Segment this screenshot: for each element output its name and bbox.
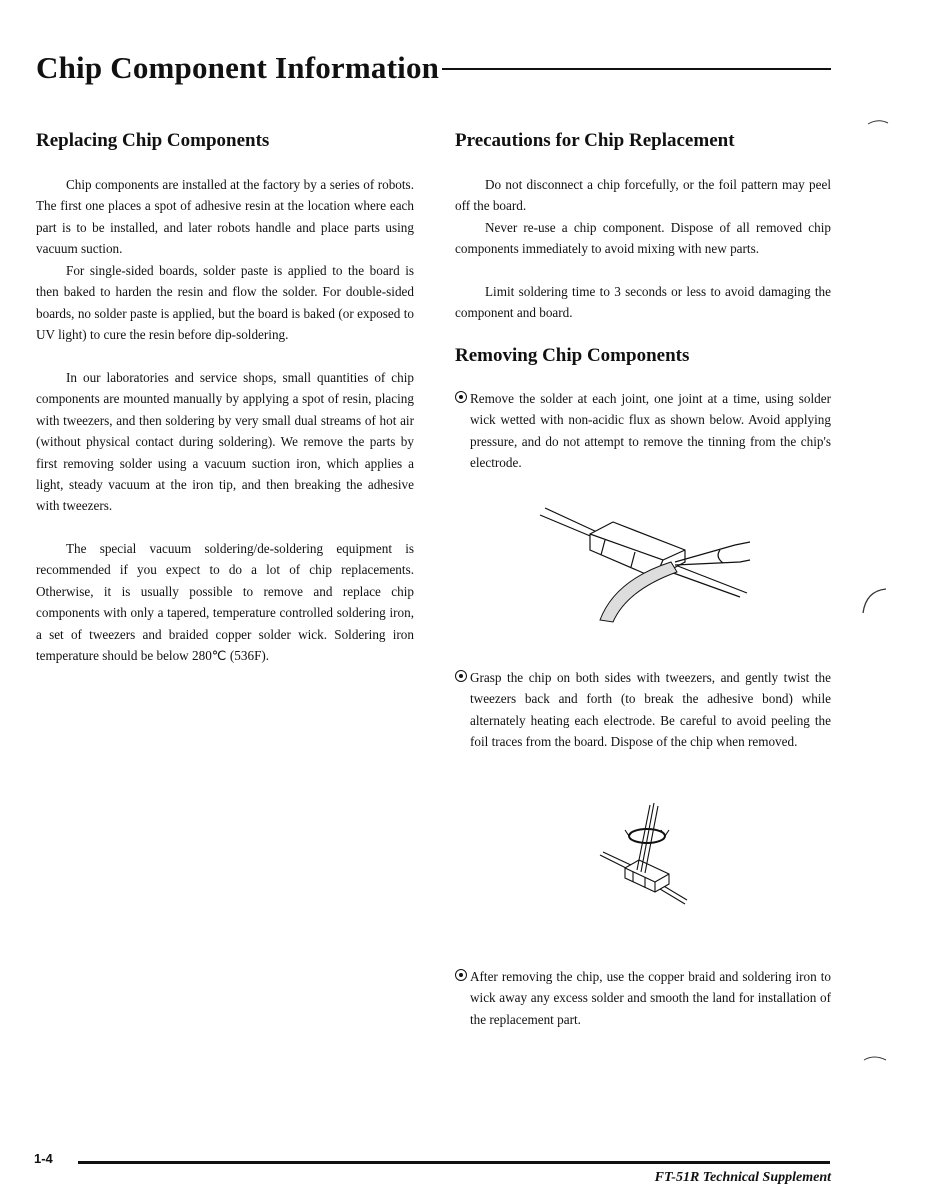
- iron-line: [675, 542, 750, 562]
- step-item: [455, 966, 831, 1030]
- tweezers-twist-illustration: [595, 800, 695, 910]
- paragraph: Do not disconnect a chip forcefully, or the foil pattern may peel off the board.: [455, 177, 831, 214]
- binder-hole-mark: [862, 1050, 888, 1064]
- circled-bullet-icon: [455, 969, 467, 981]
- paragraph: Chip components are installed at the factory by a series of robots. The first one places a spot of adhesive resin at the location where each part is to be installed, and later robots handle and place parts using vacuum suction.: [36, 177, 414, 257]
- step-item: [455, 667, 831, 753]
- page-title: Chip Component Information: [36, 50, 440, 85]
- step-item: [455, 388, 831, 474]
- paragraph: Never re-use a chip component. Dispose of all removed chip components immediately to avoid mixing with new parts.: [455, 220, 831, 257]
- rotation-arrowhead: [625, 830, 633, 836]
- footer-rule: [78, 1161, 830, 1164]
- solder-wick-illustration: [535, 500, 755, 625]
- step-text: Grasp the chip on both sides with tweezers, and gently twist the tweezers back and forth (to break the adhesive bond) while alternately heating each electrode. Be careful to avoid peeling the foil traces from the board. Dispose of the chip when removed.: [470, 670, 831, 750]
- step-text: After removing the chip, use the copper braid and soldering iron to wick away any excess solder and smooth the land for installation of the replacement part.: [470, 969, 831, 1027]
- iron-line: [718, 550, 723, 563]
- step-text: Remove the solder at each joint, one joint at a time, using solder wick wetted with non-acidic flux as shown below. Avoid applying pressure, and do not attempt to remove the tinning from the chip's electrode.: [470, 391, 831, 471]
- binder-hole-mark: [860, 585, 888, 615]
- paragraph: The special vacuum soldering/de-soldering equipment is recommended if you expect to do a lot of chip replacements. Otherwise, it is usually possible to remove and replace chip components with only a tapered, temperature controlled soldering iron, a set of tweezers and braided copper solder wick. Soldering iron temperature should be below 280℃ (536F).: [36, 541, 414, 664]
- circled-bullet-icon: [455, 391, 467, 403]
- page-number: 1-4: [34, 1151, 53, 1166]
- circled-bullet-icon: [455, 670, 467, 682]
- paragraph: For single-sided boards, solder paste is applied to the board is then baked to harden the resin and flow the solder. For double-sided boards, no solder paste is applied, but the board is baked (or exposed to UV light) to cure the resin before dip-soldering.: [36, 263, 414, 343]
- section-heading-removing: Removing Chip Components: [455, 345, 690, 366]
- trace-line: [670, 563, 747, 593]
- binder-hole-mark: [866, 116, 890, 126]
- paragraph: In our laboratories and service shops, small quantities of chip components are mounted manually by applying a spot of resin, placing with tweezers, and then soldering by very small dual streams of hot air (without physical contact during soldering). We remove the parts by first removing solder using a vacuum suction iron, which applies a light, steady vacuum at the iron tip, and then breaking the adhesive with tweezers.: [36, 370, 414, 514]
- title-rule: [442, 68, 831, 70]
- trace-line: [665, 570, 740, 597]
- section-heading-replacing: Replacing Chip Components: [36, 130, 270, 151]
- paragraph: Limit soldering time to 3 seconds or less to avoid damaging the component and board.: [455, 284, 831, 321]
- iron-line: [675, 560, 750, 565]
- section-heading-precautions: Precautions for Chip Replacement: [455, 130, 735, 151]
- document-title: FT-51R Technical Supplement: [654, 1170, 831, 1185]
